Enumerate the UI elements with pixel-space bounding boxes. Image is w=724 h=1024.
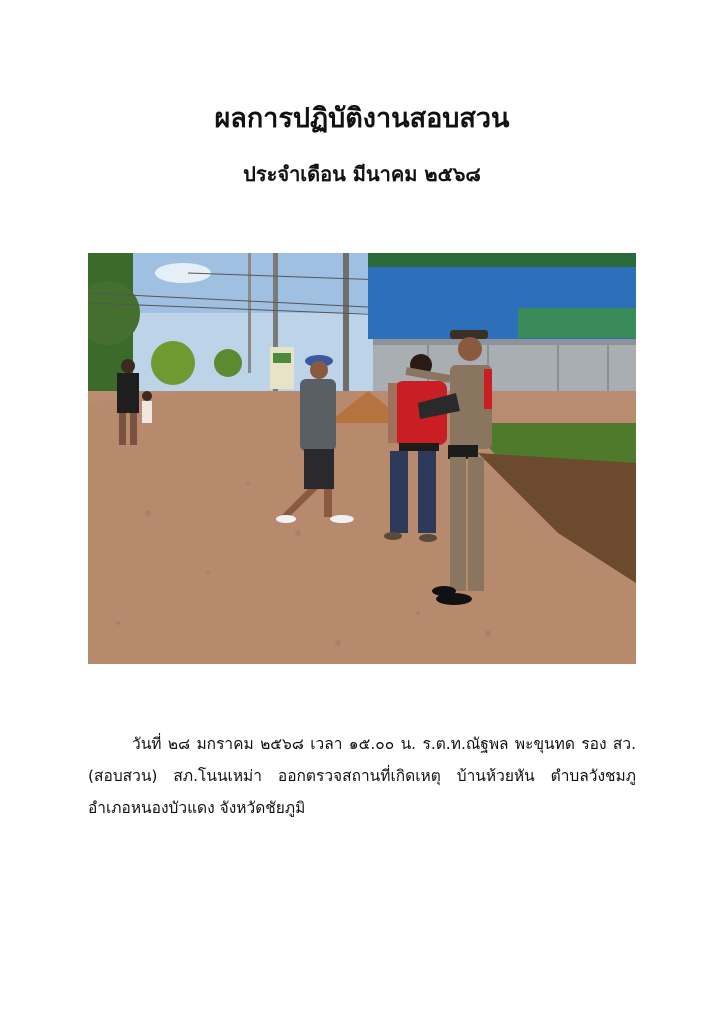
report-paragraph: วันที่ ๒๘ มกราคม ๒๕๖๘ เวลา ๑๕.๐๐ น. ร.ต.ท.ณัฐพล พะขุนทด รอง สว.(สอบสวน) สภ.โนนเหม่า ออกตรวจสถานที่เกิดเหตุ บ้านห้วยหัน ตำบลวังชมภู อำเภอหนองบัวแดง จังหวัดชัยภูมิ (88, 735, 636, 817)
page-title: ผลการปฏิบัติงานสอบสวน (214, 103, 510, 134)
scene-photo (88, 253, 636, 664)
report-paragraph-block (88, 728, 636, 824)
page-subtitle: ประจำเดือน มีนาคม ๒๕๖๘ (243, 162, 481, 186)
